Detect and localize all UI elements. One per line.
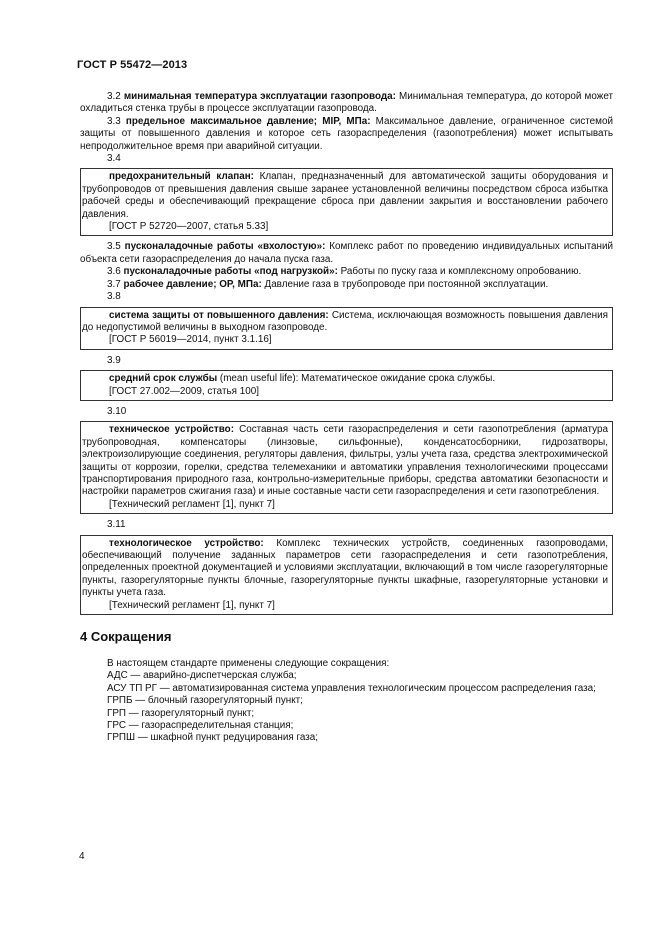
definition-3-3 xyxy=(80,116,613,153)
definition-3-4 xyxy=(82,171,608,221)
definition-text: Комплекс работ по проведению индивидуальных испытаний объекта сети газораспределения до начала пуска газа. xyxy=(80,241,614,265)
definition-3-10 xyxy=(82,424,608,498)
definition-text: Минимальная температура, до которой может охладиться стенка трубы в процессе эксплуатации газопровода. xyxy=(80,91,614,115)
clause-number-3-8: 3.8 xyxy=(107,291,121,303)
clause-number-3-11: 3.11 xyxy=(107,519,126,531)
source-reference: [ГОСТ Р 56019—2014, пункт 3.1.16] xyxy=(109,334,272,346)
page-number: 4 xyxy=(79,851,85,862)
abbreviation-item: АСУ ТП РГ — автоматизированная система управления технологическим процессом распределения газа; xyxy=(107,682,596,694)
document-header: ГОСТ Р 55472—2013 xyxy=(77,59,188,71)
abbreviation-item: АДС — аварийно-диспетчерская служба; xyxy=(107,670,297,682)
term: пусконаладочные работы «вхолостую»: xyxy=(124,241,326,253)
abbreviation-item: ГРП — газорегуляторный пункт; xyxy=(107,707,255,719)
boxed-definition-3-4 xyxy=(80,168,613,236)
definition-3-7 xyxy=(80,279,613,291)
page-content xyxy=(80,91,613,745)
boxed-definition-3-9 xyxy=(80,370,613,401)
boxed-definition-3-10 xyxy=(80,421,613,514)
term: система защиты от повышенного давления: xyxy=(109,309,329,321)
abbreviation-item: ГРС — газораспределительная станция; xyxy=(107,720,294,732)
definition-3-9 xyxy=(82,373,608,385)
source-reference: [ГОСТ Р 52720—2007, статья 5.33] xyxy=(109,221,269,233)
definition-text: Составная часть сети газораспределения и сети газопотребления (арматура трубопроводная, компенсаторы (линзовые, сильфонные), конденсатосборники, гидрозатворы, электроизолирующие соединения, регуляторы давления, фильтры, узлы учета газа, средства электрохимической защиты от коррозии, горелки, средства телемеханики и автоматики управления технологическими процессами транспортирования природного газа, контрольно-измерительные приборы, средства автоматики безопасности и настройки параметров сжигания газа) и иные составные части сети газораспределения и сети газопотребления. xyxy=(82,424,608,498)
clause-number: 3.3 xyxy=(107,115,121,127)
term: минимальная температура эксплуатации газопровода: xyxy=(123,91,396,102)
definition-3-8 xyxy=(82,310,608,335)
clause-number: 3.6 xyxy=(107,266,121,278)
definition-3-5 xyxy=(80,241,613,266)
term: техническое устройство: xyxy=(109,424,235,436)
definition-3-2 xyxy=(80,91,613,116)
clause-number-3-9: 3.9 xyxy=(107,354,121,366)
clause-number-3-10: 3.10 xyxy=(107,405,127,417)
definition-text: Максимальное давление, ограниченное системой защиты от повышенного давления и которое сеть газораспределения (газопотребления) может испытывать непродолжительное время при аварийной ситуации. xyxy=(80,115,613,152)
source-reference: [ГОСТ 27.002—2009, статья 100] xyxy=(109,385,259,397)
definition-text: Математическое ожидание срока службы. xyxy=(301,373,496,385)
term: предохранительный клапан: xyxy=(109,171,254,183)
section-heading-abbreviations: 4 Сокращения xyxy=(80,629,172,645)
term-english: (mean useful life): xyxy=(219,373,299,385)
boxed-definition-3-11 xyxy=(80,535,613,615)
definition-text: Работы по пуску газа и комплексному опробованию. xyxy=(340,266,582,278)
clause-number: 3.2 xyxy=(107,91,121,102)
clause-number-3-4: 3.4 xyxy=(107,153,121,165)
term: рабочее давление; ОР, МПа: xyxy=(123,278,262,290)
clause-number: 3.7 xyxy=(107,278,121,290)
definition-text: Комплекс технических устройств, соединенных газопроводами, обеспечивающий получение заданных параметров сети газораспределения и сети газопотребления, определенных проектной документацией и условиями эксплуатации, включающий в том числе газорегуляторные пункты, газорегуляторные пункты блочные, газорегуляторные пункты шкафные, газорегуляторные установки и пункты учета газа. xyxy=(82,537,608,599)
abbreviation-item: ГРПШ — шкафной пункт редуцирования газа; xyxy=(107,732,319,744)
definition-3-6 xyxy=(80,266,613,278)
abbreviation-item: ГРПБ — блочный газорегуляторный пункт; xyxy=(107,695,303,707)
clause-number: 3.5 xyxy=(107,241,121,253)
term: предельное максимальное давление; МIР, МПа: xyxy=(125,115,371,127)
boxed-definition-3-8 xyxy=(80,307,613,350)
term: пусконаладочные работы «под нагрузкой»: xyxy=(123,266,338,278)
source-reference: [Технический регламент [1], пункт 7] xyxy=(109,498,275,510)
source-reference: [Технический регламент [1], пункт 7] xyxy=(109,599,275,611)
term: средний срок службы xyxy=(109,373,218,385)
definition-text: Клапан, предназначенный для автоматической защиты оборудования и трубопроводов от превышения давления свыше заранее установленной величины посредством сброса избытка рабочей среды и обеспечивающий прекращение сброса при давлении закрытия и восстановлении рабочего давления. xyxy=(82,171,609,220)
abbreviations-intro: В настоящем стандарте применены следующие сокращения: xyxy=(107,658,390,670)
definition-3-11 xyxy=(82,538,608,600)
term: технологическое устройство: xyxy=(109,537,264,549)
definition-text: Давление газа в трубопроводе при постоянной эксплуатации. xyxy=(264,278,549,290)
definition-text: Система, исключающая возможность повышения давления до недопустимой величины в выходном газопроводе. xyxy=(82,309,608,333)
